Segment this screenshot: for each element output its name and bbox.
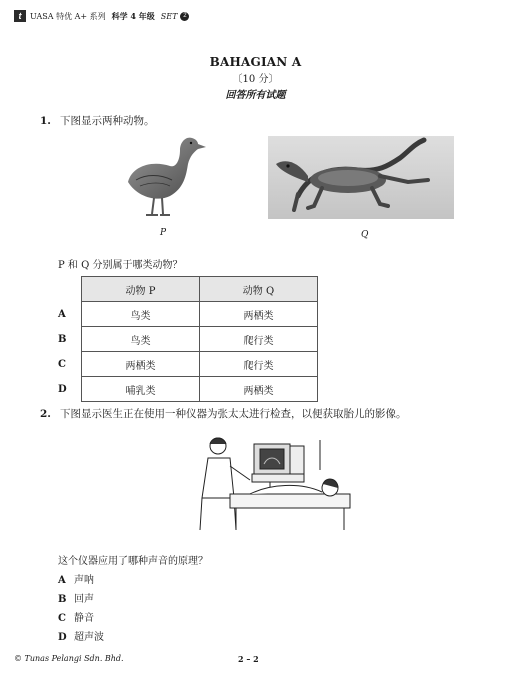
table-cell: 爬行类 bbox=[200, 327, 318, 352]
answer-table bbox=[56, 276, 318, 402]
option-letter: A bbox=[58, 308, 66, 320]
duck-image bbox=[118, 130, 208, 220]
running-header bbox=[14, 10, 189, 22]
option-letter: D bbox=[58, 383, 67, 395]
option-a: A 声呐 bbox=[58, 575, 94, 586]
footer-copyright: © Tunas Pelangi Sdn. Bhd. bbox=[14, 654, 124, 663]
question-2 bbox=[40, 406, 407, 421]
set-number-badge: 2 bbox=[180, 12, 189, 21]
subject-name: 科学 4 年级 bbox=[111, 10, 155, 21]
question-2-number: 2. bbox=[40, 408, 51, 420]
section-instruction: 回答所有试题 bbox=[225, 90, 286, 101]
option-letter: B bbox=[58, 333, 67, 345]
option-letter: C bbox=[58, 358, 66, 370]
label-p: P bbox=[160, 228, 167, 238]
table-row bbox=[56, 352, 318, 377]
page-number: 2 – 2 bbox=[238, 654, 259, 664]
section-marks: 〔10 分〕 bbox=[232, 74, 279, 85]
question-1-prompt: P 和 Q 分别属于哪类动物？ bbox=[58, 260, 183, 271]
option-b: B 回声 bbox=[58, 594, 94, 605]
question-2-prompt: 这个仪器应用了哪种声音的原理？ bbox=[58, 556, 208, 567]
table-header-row bbox=[56, 277, 318, 302]
label-q: Q bbox=[361, 230, 369, 240]
question-1 bbox=[40, 113, 155, 128]
table-header-q: 动物 Q bbox=[200, 277, 318, 302]
question-1-number: 1. bbox=[40, 115, 51, 127]
series-name: UASA 特优 A+ 系列 bbox=[30, 11, 106, 21]
ultrasound-image bbox=[190, 430, 360, 536]
table-header-p: 动物 P bbox=[82, 277, 200, 302]
table-row bbox=[56, 327, 318, 352]
question-2-text: 下图显示医生正在使用一种仪器为张太太进行检查，以便获取胎儿的影像。 bbox=[60, 408, 407, 420]
table-cell: 两栖类 bbox=[200, 377, 318, 402]
publisher-logo: t bbox=[14, 10, 26, 22]
section-title: BAHAGIAN A bbox=[209, 55, 302, 69]
table-cell: 鸟类 bbox=[82, 327, 200, 352]
lizard-image bbox=[268, 136, 454, 219]
table-cell: 爬行类 bbox=[200, 352, 318, 377]
table-cell: 两栖类 bbox=[200, 302, 318, 327]
table-row bbox=[56, 377, 318, 402]
option-c: C 静音 bbox=[58, 613, 94, 624]
table-cell: 鸟类 bbox=[82, 302, 200, 327]
set-label: SET bbox=[160, 11, 178, 21]
question-1-text: 下图显示两种动物。 bbox=[60, 115, 155, 127]
table-cell: 哺乳类 bbox=[82, 377, 200, 402]
table-row bbox=[56, 302, 318, 327]
table-cell: 两栖类 bbox=[82, 352, 200, 377]
option-d: D 超声波 bbox=[58, 632, 104, 643]
